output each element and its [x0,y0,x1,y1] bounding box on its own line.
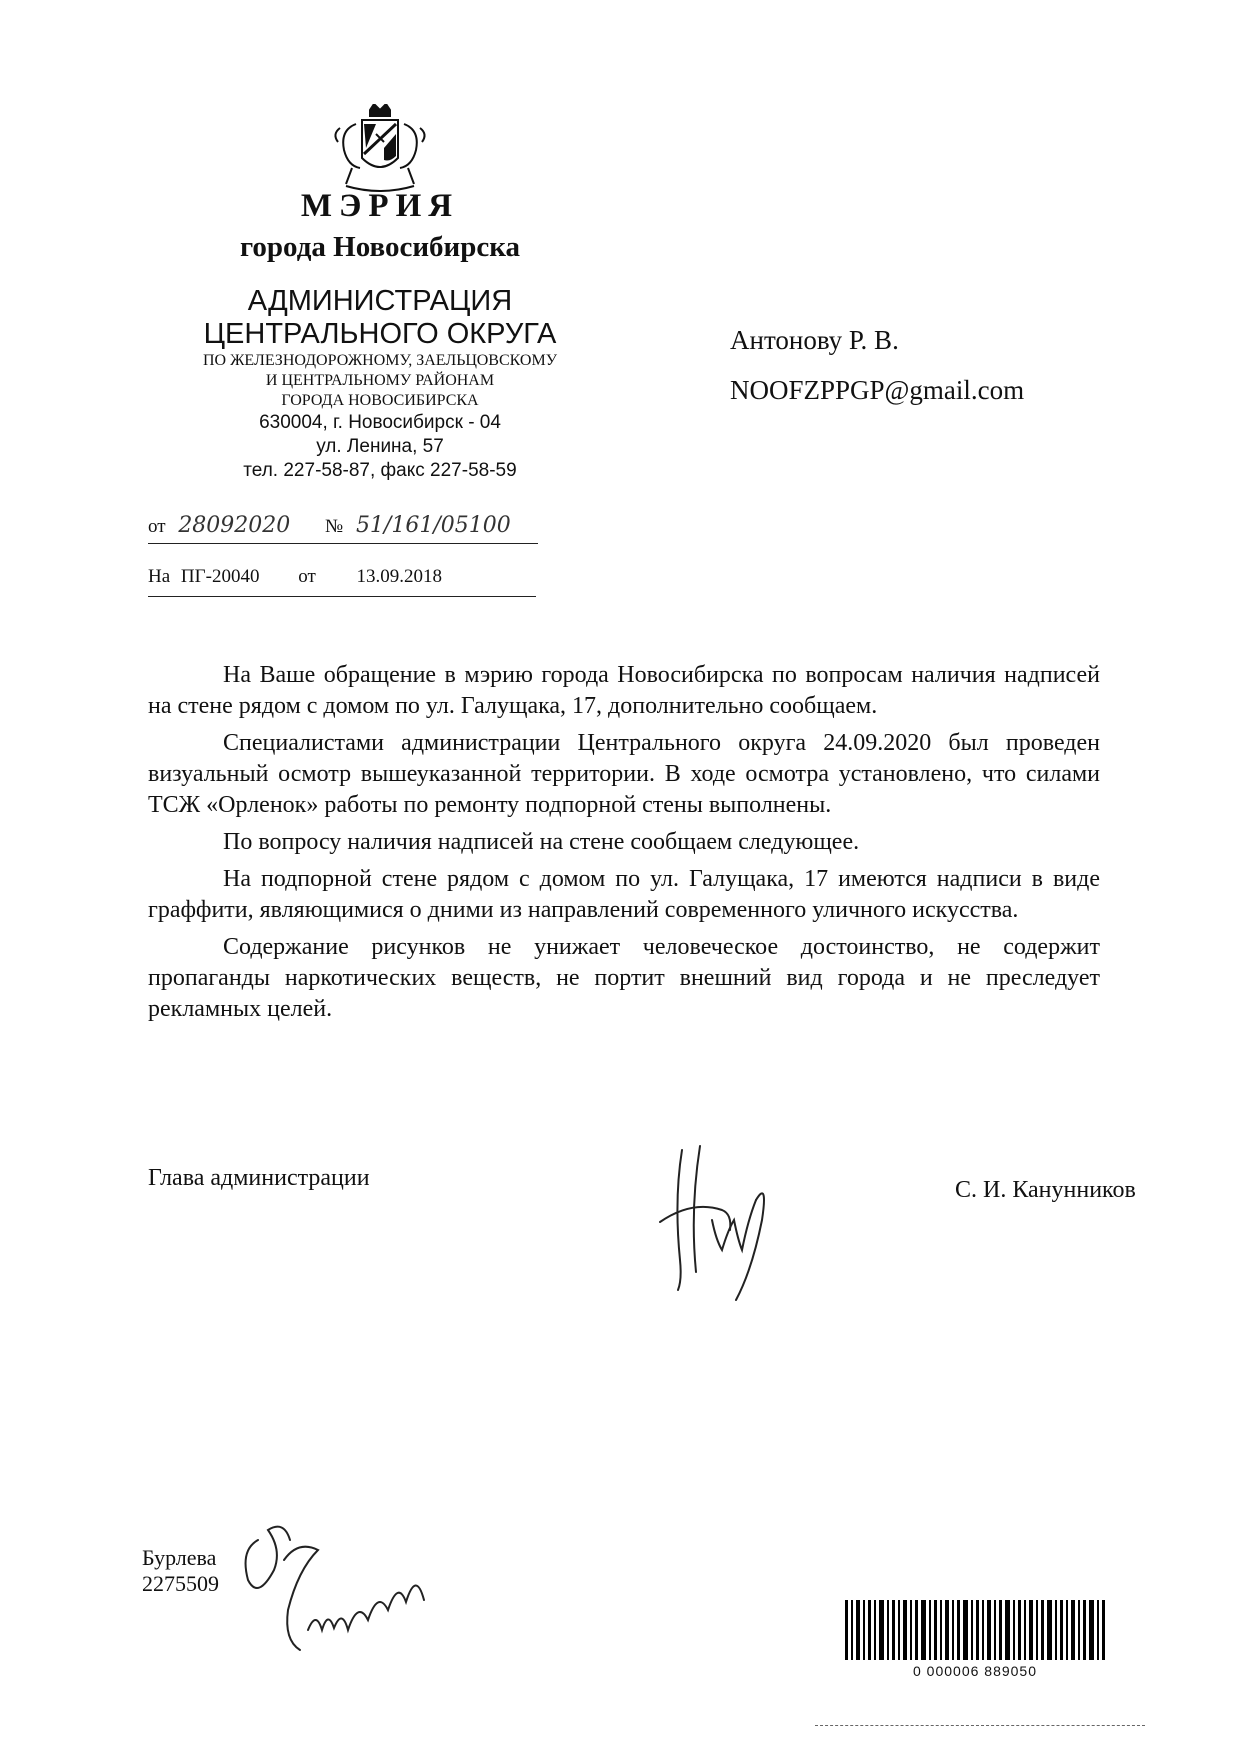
barcode-number: 0 000006 889050 [913,1663,1037,1679]
executor-block [142,1545,219,1597]
body-paragraph-4: На подпорной стене рядом с домом по ул. Галущака, 17 имеются надписи в виде граффити, являющимися о дними из направлений современного уличного искусства. [148,866,1100,923]
mayor-office-city: города Новосибирска [239,231,521,263]
outgoing-registration [148,513,538,544]
signatory-name: С. И. Канунников [955,1177,1136,1203]
reference-from-label: от [298,566,316,587]
administration-header [140,285,620,483]
administration-subtitle-3: ГОРОДА НОВОСИБИРСКА [281,392,479,409]
recipient-email: NOOFZPPGP@gmail.com [730,375,1025,405]
administration-district: ЦЕНТРАЛЬНОГО ОКРУГА [203,318,557,350]
executor-phone: 2275509 [142,1571,219,1596]
reference-number: ПГ-20040 [180,566,260,587]
body-paragraph-5: Содержание рисунков не унижает человеческое достоинство, не содержит пропаганды наркотических веществ, не портит внешний вид города и не преследует рекламных целей. [148,934,1100,1022]
address-street: ул. Ленина, 57 [316,436,444,457]
letter-body [148,660,1100,1031]
outgoing-from-label: от [148,516,166,537]
city-emblem-icon [326,104,434,196]
administration-subtitle-2: И ЦЕНТРАЛЬНОМУ РАЙОНАМ [265,372,495,389]
body-paragraph-1: На Ваше обращение в мэрию города Новосибирска по вопросам наличия надписей на стене рядом с домом по ул. Галущака, 17, дополнительно сообщаем. [148,662,1100,719]
barcode-icon [845,1600,1105,1660]
outgoing-number-label: № [325,516,344,537]
handwritten-signature-icon [652,1140,812,1310]
reference-date: 13.09.2018 [356,566,443,587]
bottom-divider [815,1725,1145,1726]
body-paragraph-3: По вопросу наличия надписей на стене сообщаем следующее. [223,829,860,855]
administration-title: АДМИНИСТРАЦИЯ [247,285,513,317]
executor-name: Бурлева [142,1545,217,1570]
mayor-office-title: МЭРИЯ [300,188,460,224]
recipient-block [730,315,1150,415]
outgoing-number: 51/161/05100 [355,513,511,538]
approval-initials-icon [238,1510,438,1660]
body-paragraph-2: Специалистами администрации Центрального округа 24.09.2020 был проведен визуальный осмотр вышеуказанной территории. В ходе осмотра установлено, что силами ТСЖ «Орленок» работы по ремонту подпорной стены выполнены. [148,730,1100,818]
outgoing-date: 28092020 [178,513,291,538]
administration-subtitle-1: ПО ЖЕЛЕЗНОДОРОЖНОМУ, ЗАЕЛЬЦОВСКОМУ [202,352,558,369]
signatory-title: Глава администрации [148,1165,370,1191]
reference-registration [148,566,536,597]
address-phone: тел. 227-58-87, факс 227-58-59 [243,460,517,481]
address-postal: 630004, г. Новосибирск - 04 [259,412,501,433]
reference-label: На [148,566,171,587]
recipient-name: Антонову Р. В. [730,325,899,355]
